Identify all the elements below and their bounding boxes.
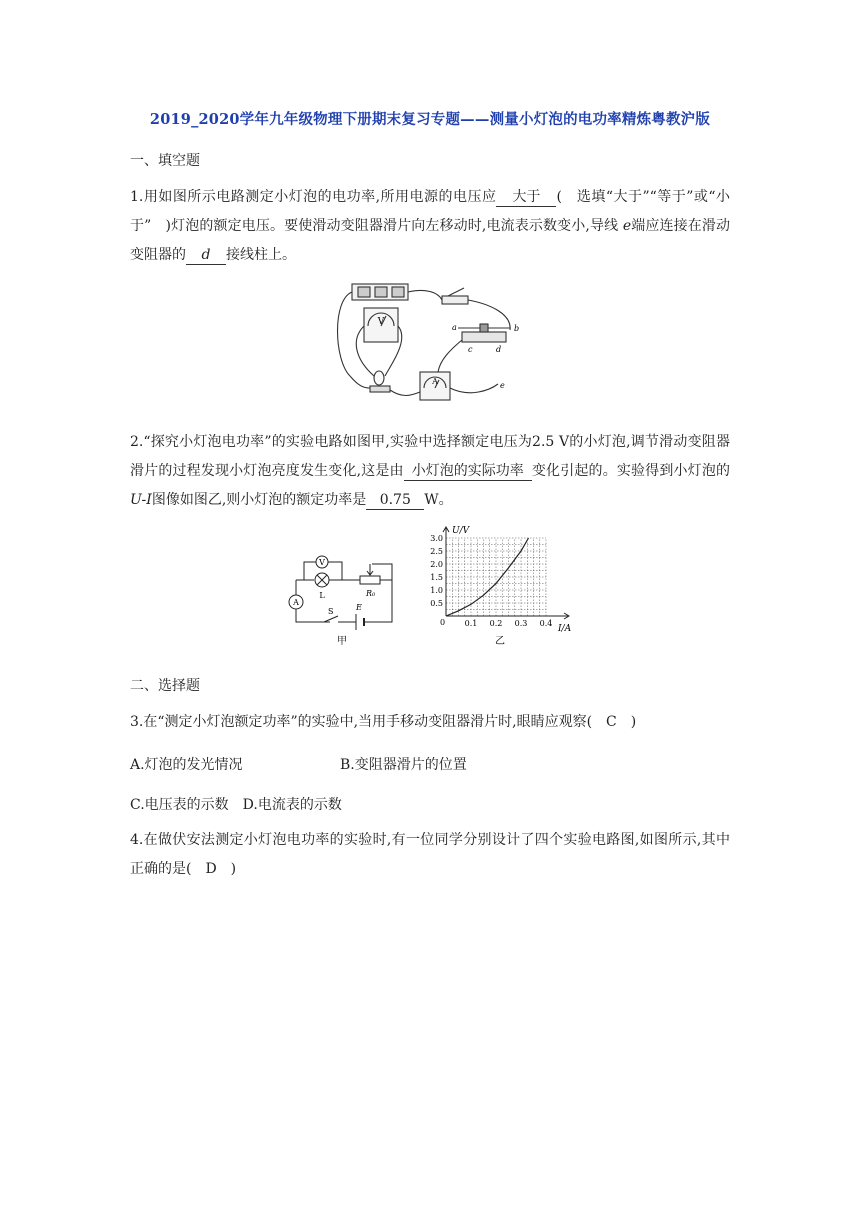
terminal-a-label: a [452,323,457,332]
circuit-schematic-jia [284,548,404,648]
x-tick-label: 0.1 [464,619,478,628]
question-1 [130,183,730,270]
chart-axes [443,527,569,619]
chart-grid [446,538,546,616]
question-1-text-a: 1.用如图所示电路测定小灯泡的电功率,所用电源的电压应 [130,189,497,205]
circuit-photo-figure [330,280,530,408]
y-tick-label: 3.0 [430,534,443,543]
x-tick-label: 0.2 [489,619,503,628]
schematic-a-label: A [293,598,299,607]
question-1-answer-1: 大于 [496,188,556,207]
question-4-stem: 4.在做伏安法测定小灯泡电功率的实验时,有一位同学分别设计了四个实验电路图,如图所示,其中正确的是( D ) [130,832,730,877]
question-2 [130,428,730,515]
question-2-answer-2: 0.75 [366,491,424,510]
section-heading-multiple-choice: 二、选择题 [130,678,200,694]
schematic-l-label: L [319,591,325,600]
y-tick-label: 0.5 [430,599,443,608]
question-2-answer-1: 小灯泡的实际功率 [404,462,532,481]
schematic-r-label: R₀ [366,589,376,598]
terminal-c-label: c [468,345,473,354]
y-tick-label: 2.5 [430,547,443,556]
question-3-option-a: A.灯泡的发光情况 [130,757,243,773]
x-axis-label: I/A [558,624,572,634]
caption-yi: 乙 [495,636,505,647]
question-1-text-c: 端应连接在滑动变阻器的 [130,218,730,263]
question-1-text-b: ( 选填“大于”“等于”或“小于” )灯泡的额定电压。要使滑动变阻器滑片向左移动时,电流表示数变小,导线 [130,189,730,234]
x-tick-label: 0.4 [539,619,553,628]
schematic-s-label: S [328,607,334,616]
question-3-option-cd: C.电压表的示数 D.电流表的示数 [130,797,342,813]
x-tick-label: 0.3 [514,619,528,628]
rheostat [462,332,506,342]
schematic-e-label: E [356,603,362,612]
question-3-stem: 3.在“测定小灯泡额定功率”的实验中,当用手移动变阻器滑片时,眼睛应观察( C ) [130,714,637,730]
terminal-d-label: d [496,345,502,354]
caption-jia: 甲 [337,636,347,647]
question-2-text-c: 图像如图乙,则小灯泡的额定功率是 [151,492,367,508]
rheostat-symbol [360,576,380,584]
question-1-text-d: 接线柱上。 [226,247,296,263]
voltmeter-label: V [377,317,385,327]
bulb [374,371,384,385]
switch-symbol [324,616,338,622]
question-1-answer-2: d [186,246,226,265]
switch [442,296,468,304]
question-2-text-a: 2.“探究小灯泡电功率”的实验电路如图甲,实验中选择额定电压为2.5 V的小灯泡,调节滑动变阻器滑片的过程发现小灯泡亮度发生变化,这是由 [130,434,730,479]
ui-graph-yi [420,524,580,648]
question-2-text-b: 变化引起的。实验得到小灯泡的 [531,463,731,479]
y-tick-label: 2.0 [430,560,443,569]
y-tick-label: 1.0 [430,586,443,595]
wire-e-label: e [500,381,505,390]
question-2-var-ui: U-I [130,492,152,508]
schematic-v-label: V [319,558,325,567]
ammeter-label: A [432,377,438,386]
y-tick-label: 1.5 [430,573,443,582]
terminal-b-label: b [514,324,520,333]
question-3-option-b: B.变阻器滑片的位置 [340,757,467,773]
question-2-text-d: W。 [424,492,453,508]
document-title: 2019_2020学年九年级物理下册期末复习专题——测量小灯泡的电功率精炼粤教沪版 [149,111,711,128]
origin-label: 0 [440,618,446,627]
section-heading-fill-in: 一、填空题 [130,153,200,169]
question-1-var-e: e [622,218,632,234]
y-axis-label: U/V [452,526,470,536]
